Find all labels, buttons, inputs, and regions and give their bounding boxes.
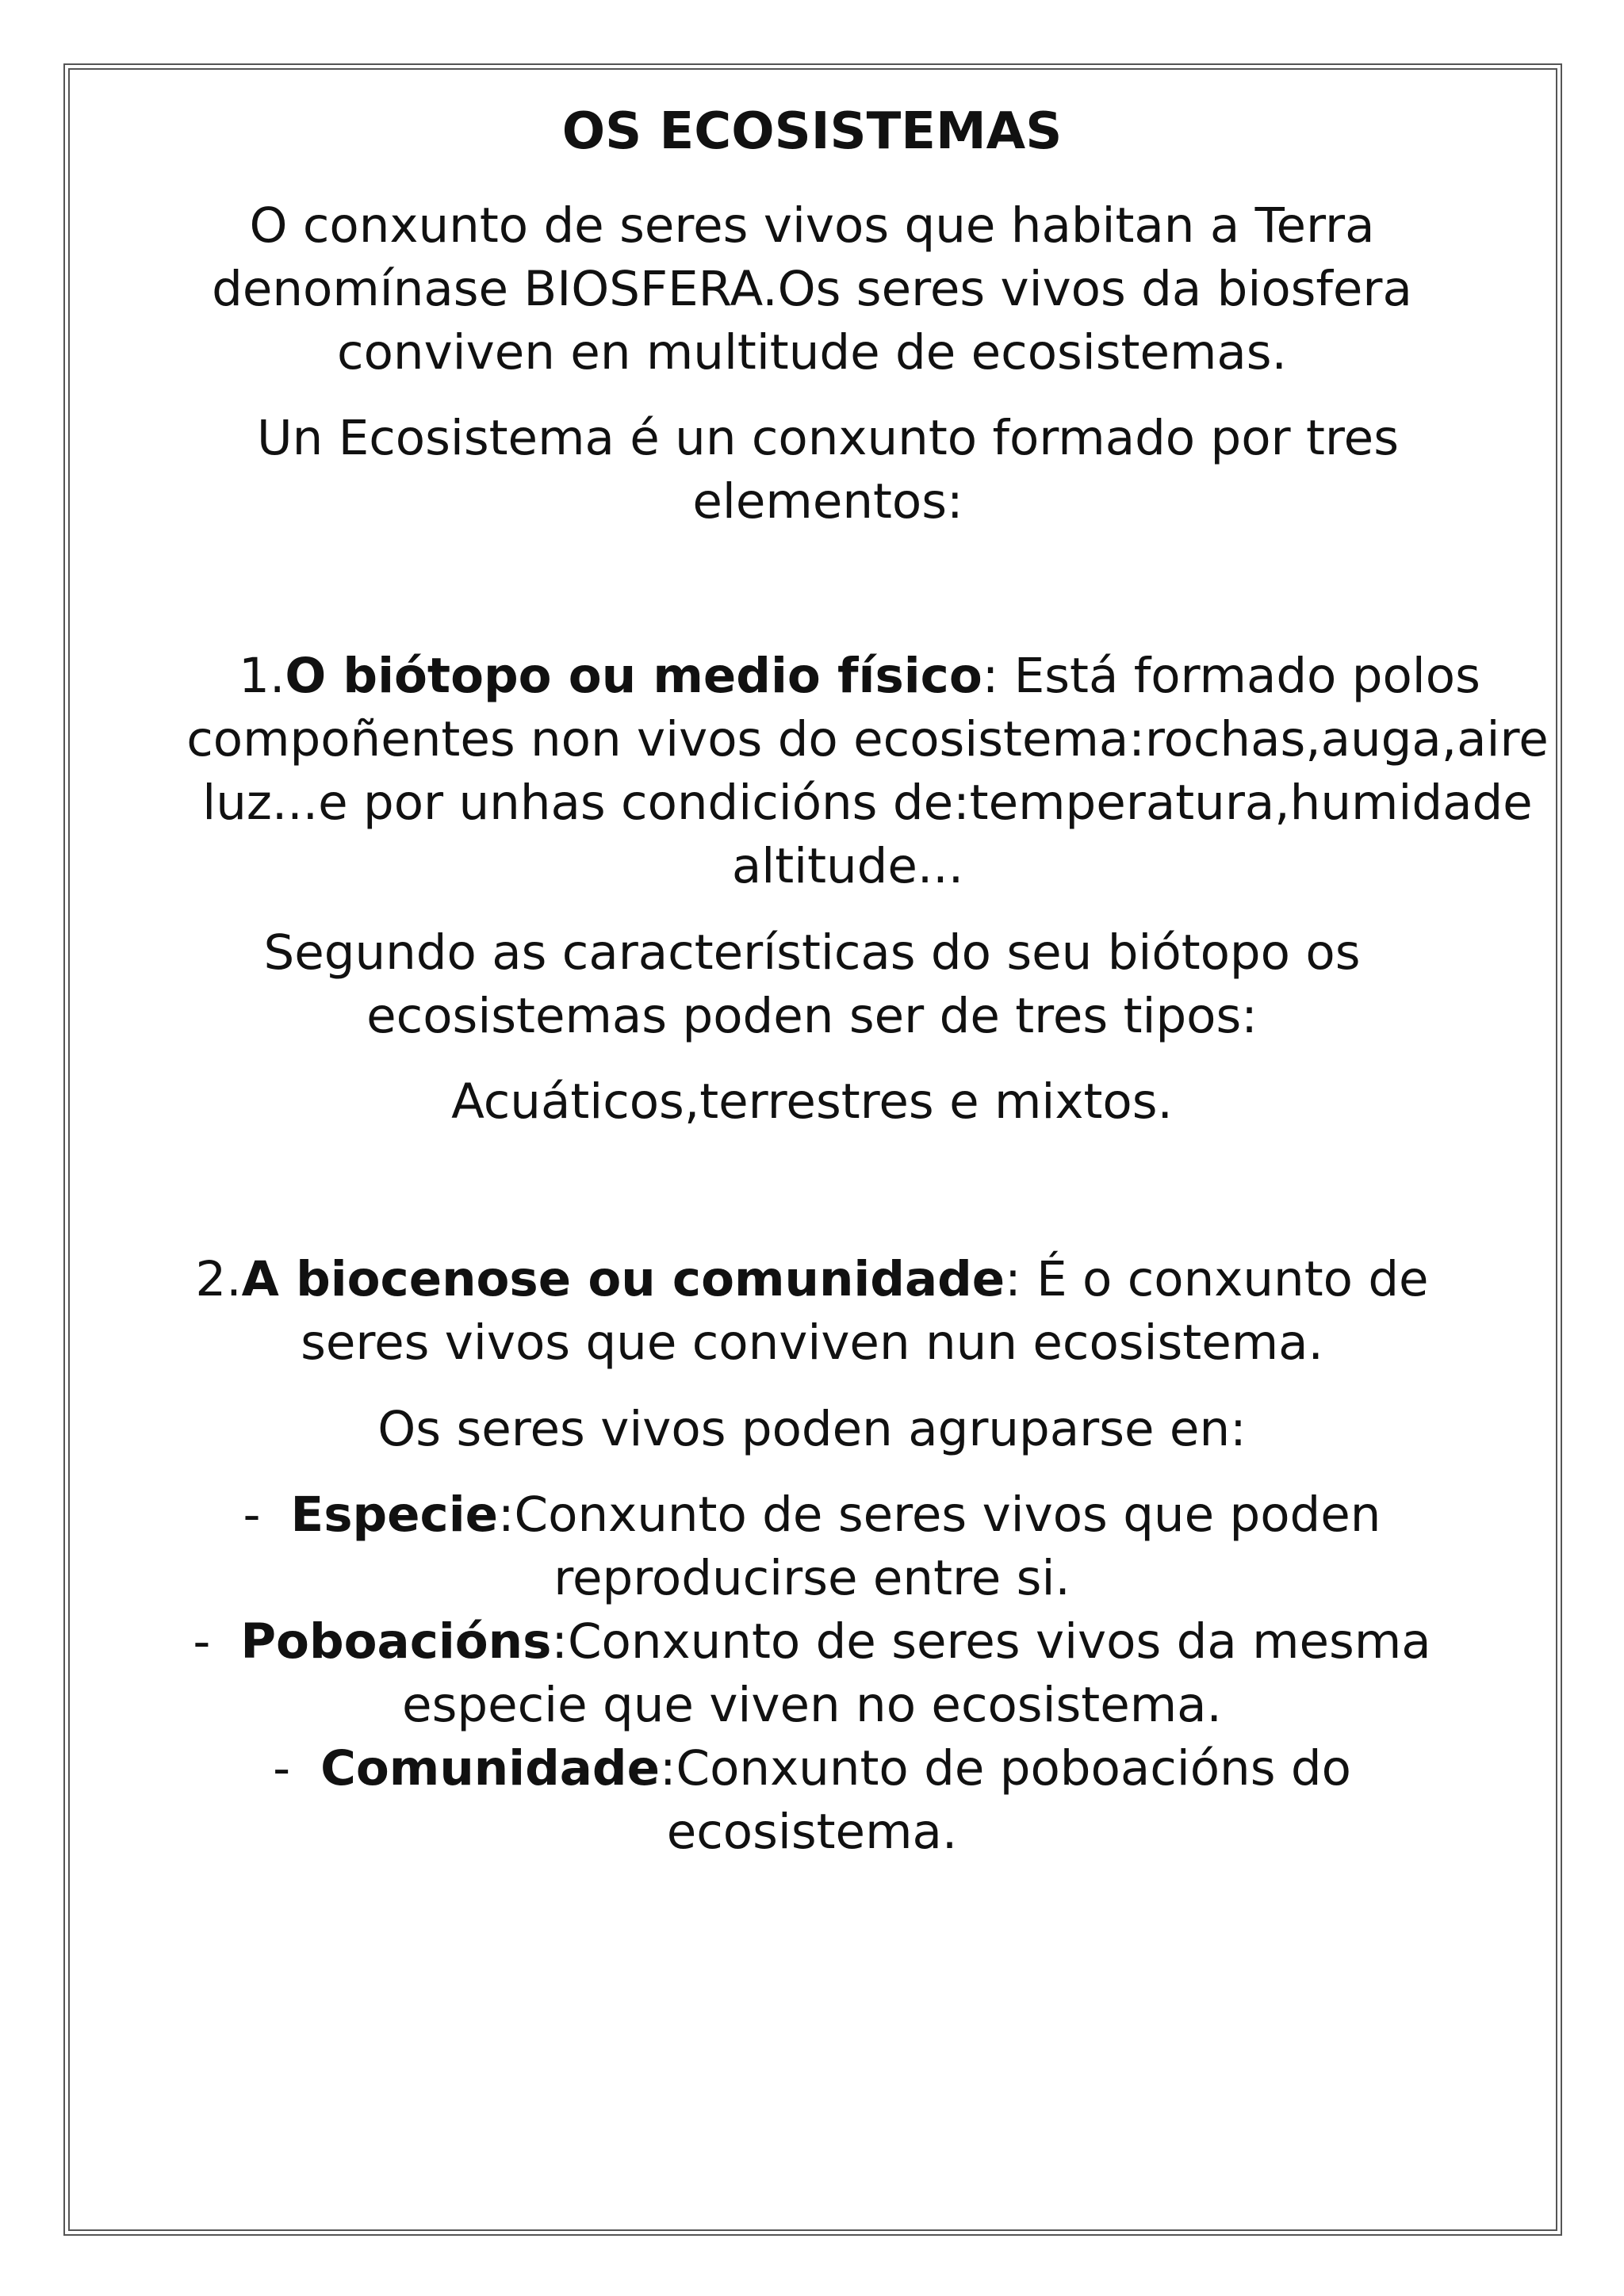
section1-heading-line [48,645,1624,708]
list-item-comunidade [0,1737,1624,1800]
list-term-especie: Especie [290,1487,498,1543]
section2-heading-line [0,1248,1624,1311]
page-border-inner [68,68,1557,2231]
list-text-especie: :Conxunto de seres vivos que poden [498,1487,1381,1543]
section1-number: 1. [239,648,285,704]
list-item-comunidade-cont: ecosistema. [666,1804,958,1860]
list-text-poboacions: :Conxunto de seres vivos da mesma [551,1613,1431,1670]
section1-line-2: compoñentes non vivos do ecosistema:rochas,auga,aire [186,711,1549,767]
intro-line-2: denomínase BIOSFERA.Os seres vivos da biosfera [212,261,1412,317]
list-term-comunidade: Comunidade [320,1740,660,1797]
definition-line-1: Un Ecosistema é un conxunto formado por tres [257,410,1399,466]
types-intro-line-2: ecosistemas poden ser de tres tipos: [366,988,1258,1044]
grouping-intro: Os seres vivos poden agruparse en: [377,1401,1247,1457]
intro-line-1: O conxunto de seres vivos que habitan a Terra [249,197,1375,254]
definition-line-2: elementos: [692,473,963,530]
list-item-poboacions [0,1610,1624,1674]
document-title: OS ECOSISTEMAS [561,102,1063,161]
list-text-comunidade: :Conxunto de poboacións do [659,1740,1351,1797]
section2-number: 2. [195,1251,242,1307]
section2-line1-rest: : É o conxunto de [1005,1251,1429,1307]
list-dash: - [243,1487,261,1543]
list-dash: - [193,1613,211,1670]
list-item-poboacions-cont: especie que viven no ecosistema. [402,1677,1222,1733]
section2-term: A biocenose ou comunidade [241,1251,1005,1307]
list-term-poboacions: Poboacións [240,1613,552,1670]
section1-line-4: altitude... [731,838,964,894]
section1-line1-rest: : Está formado polos [982,648,1480,704]
types-intro-line-1: Segundo as características do seu biótopo os [263,924,1361,981]
intro-line-3: conviven en multitude de ecosistemas. [337,324,1287,381]
ecosystem-types: Acuáticos,terrestres e mixtos. [451,1073,1173,1130]
list-item-especie-cont: reproducirse entre si. [553,1550,1071,1606]
section2-line-2: seres vivos que conviven nun ecosistema. [301,1314,1323,1371]
list-item-especie [0,1483,1624,1547]
section1-term: O biótopo ou medio físico [285,648,982,704]
list-dash: - [273,1740,291,1797]
section1-line-3: luz...e por unhas condicións de:temperatura,humidade [202,775,1533,831]
